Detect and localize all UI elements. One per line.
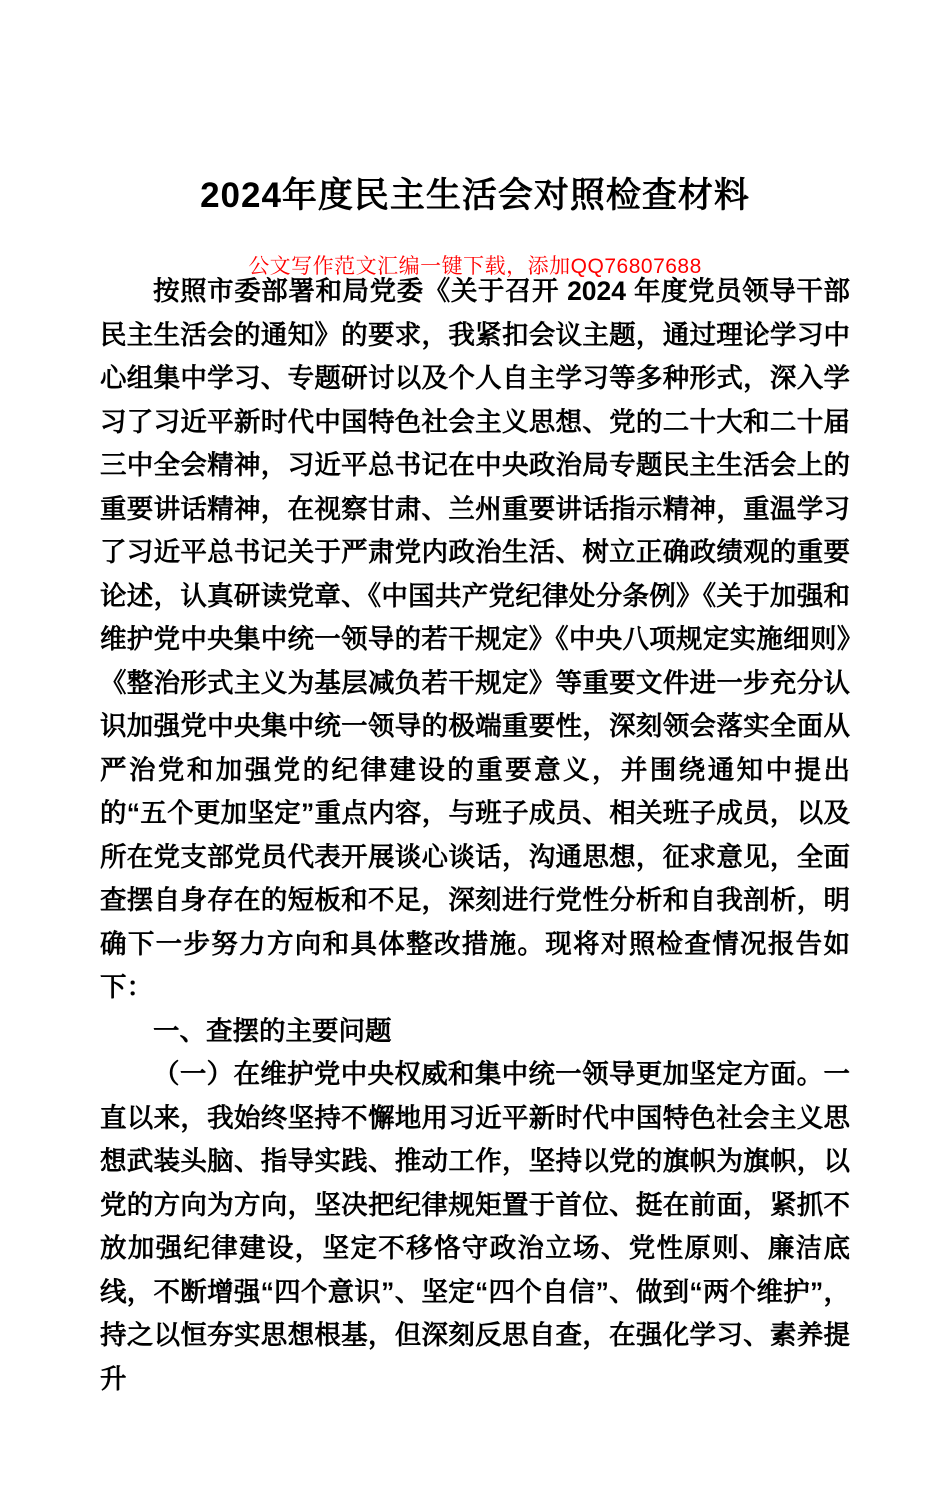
watermark-text: 公文写作范文汇编一键下载，添加QQ76807688 — [248, 255, 702, 278]
paragraph-1: 按照市委部署和局党委《关于召开 2024 年度党员领导干部民主生活会的通知》的要求，我紧扣会议主题，通过理论学习中心组集中学习、专题研讨以及个人自主学习等多种形式，深入学习了习近平新时代中国特色社会主义思想、党的二十大和二十届三中全会精神，习近平总书记在中央政治局专题民主生活会上的重要讲话精神，在视察甘肃、兰州重要讲话指示精神，重温学习了习近平总书记关于严肃党内政治生活、树立正确政绩观的重要论述，认真研读党章、《中国共产党纪律处分条例》《关于加强和维护党中央集中统一领导的若干规定》《中央八项规定实施细则》《整治形式主义为基层减负若干规定》等重要文件进一步充分认识加强党中央集中统一领导的极端重要性，深刻领会落实全面从严治党和加强党的纪律建设的重要意义，并围绕通知中提出的“五个更加坚定”重点内容，与班子成员、相关班子成员，以及所在党支部党员代表开展谈心谈话，沟通思想，征求意见，全面查摆自身存在的短板和不足，深刻进行党性分析和自我剖析，明确下一步努力方向和具体整改措施。现将对照检查情况报告如下： — [100, 276, 850, 1002]
document-body — [100, 270, 850, 1401]
page-title: 2024年度民主生活会对照检查材料 — [200, 176, 750, 215]
paragraph-3: （一）在维护党中央权威和集中统一领导更加坚定方面。一直以来，我始终坚持不懈地用习近平新时代中国特色社会主义思想武装头脑、指导实践、推动工作，坚持以党的旗帜为旗帜，以党的方向为方向，坚决把纪律规矩置于首位、挺在前面，紧抓不放加强纪律建设，坚定不移恪守政治立场、党性原则、廉洁底线，不断增强“四个意识”、坚定“四个自信”、做到“两个维护”，持之以恒夯实思想根基，但深刻反思自查，在强化学习、素养提升 — [100, 1059, 850, 1394]
document-page — [0, 168, 950, 1512]
paragraph-2: 一、查摆的主要问题 — [153, 1015, 392, 1046]
